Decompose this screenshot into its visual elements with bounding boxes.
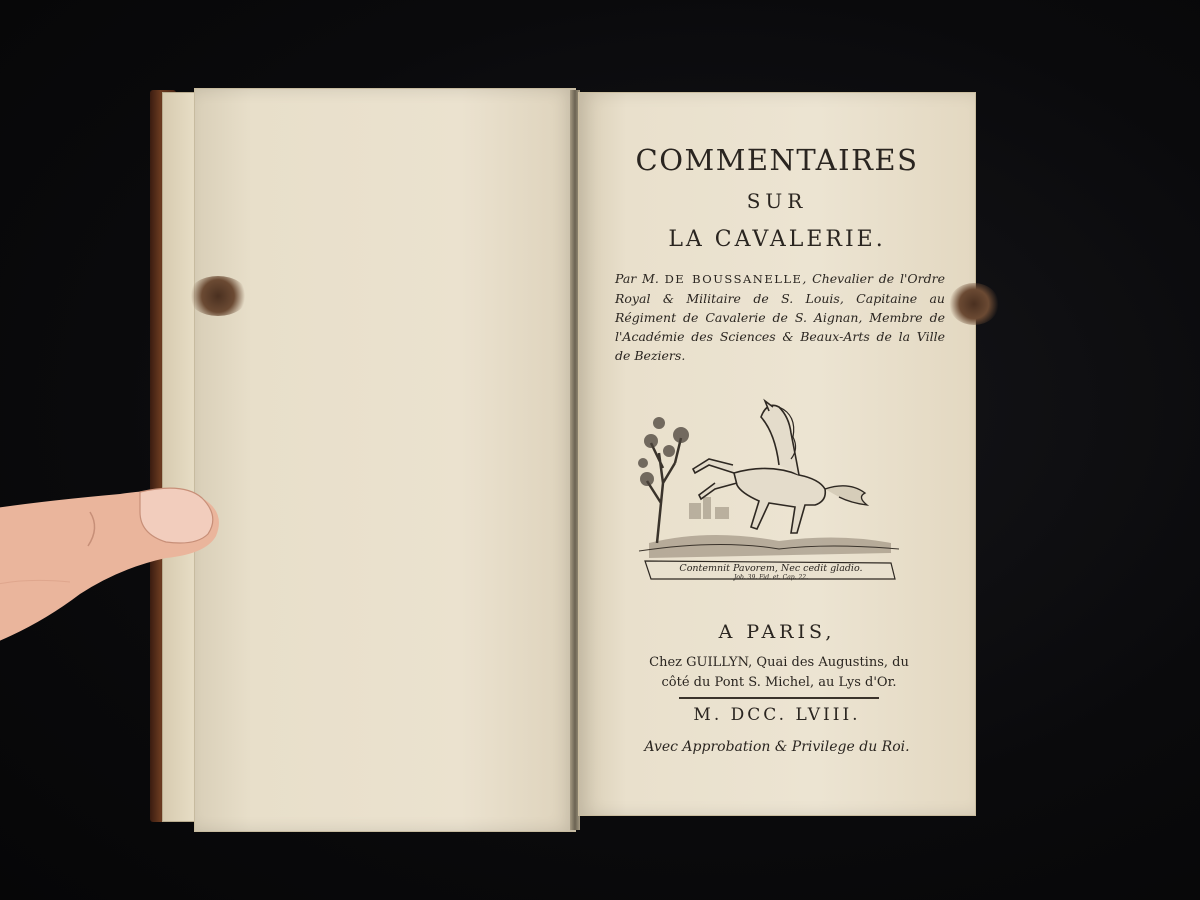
title-page bbox=[578, 92, 976, 816]
publisher-line-2: côté du Pont S. Michel, au Lys d'Or. bbox=[661, 675, 897, 690]
book-title-sur: SUR bbox=[746, 189, 808, 213]
author-prefix: Par M. bbox=[615, 271, 665, 286]
motto-reference: Job. 39. Fid. et. Cap. 22. bbox=[733, 574, 809, 581]
left-blank-page bbox=[194, 88, 576, 832]
open-book bbox=[150, 86, 980, 836]
finger-holding-page bbox=[0, 472, 235, 662]
book-title: COMMENTAIRES bbox=[635, 143, 919, 177]
publisher-line-1: Chez GUILLYN, Quai des Augustins, du bbox=[649, 655, 909, 670]
publication-year: M. DCC. LVIII. bbox=[693, 705, 861, 725]
publisher-imprint bbox=[599, 653, 959, 693]
publication-place: A PARIS, bbox=[718, 621, 836, 643]
right-page-stain bbox=[949, 283, 999, 325]
author-name: DE BOUSSANELLE bbox=[664, 272, 803, 286]
author-statement bbox=[615, 269, 945, 365]
author-credentials: , Chevalier de l'Ordre Royal & Militaire de S. Louis, Capitaine au Régiment de Cavalerie de S. Aignan, Membre de l'Académie des Sciences & Beaux-Arts de la Ville de Beziers. bbox=[615, 271, 945, 363]
privilege-statement: Avec Approbation & Privilege du Roi. bbox=[644, 739, 910, 755]
left-page-stain bbox=[188, 276, 248, 316]
imprint-rule bbox=[679, 697, 879, 699]
motto-text: Contemnit Pavorem, Nec cedit gladio. bbox=[679, 563, 863, 574]
book-title-subject: LA CAVALERIE. bbox=[668, 227, 886, 252]
horse-vignette-engraving bbox=[629, 393, 909, 591]
